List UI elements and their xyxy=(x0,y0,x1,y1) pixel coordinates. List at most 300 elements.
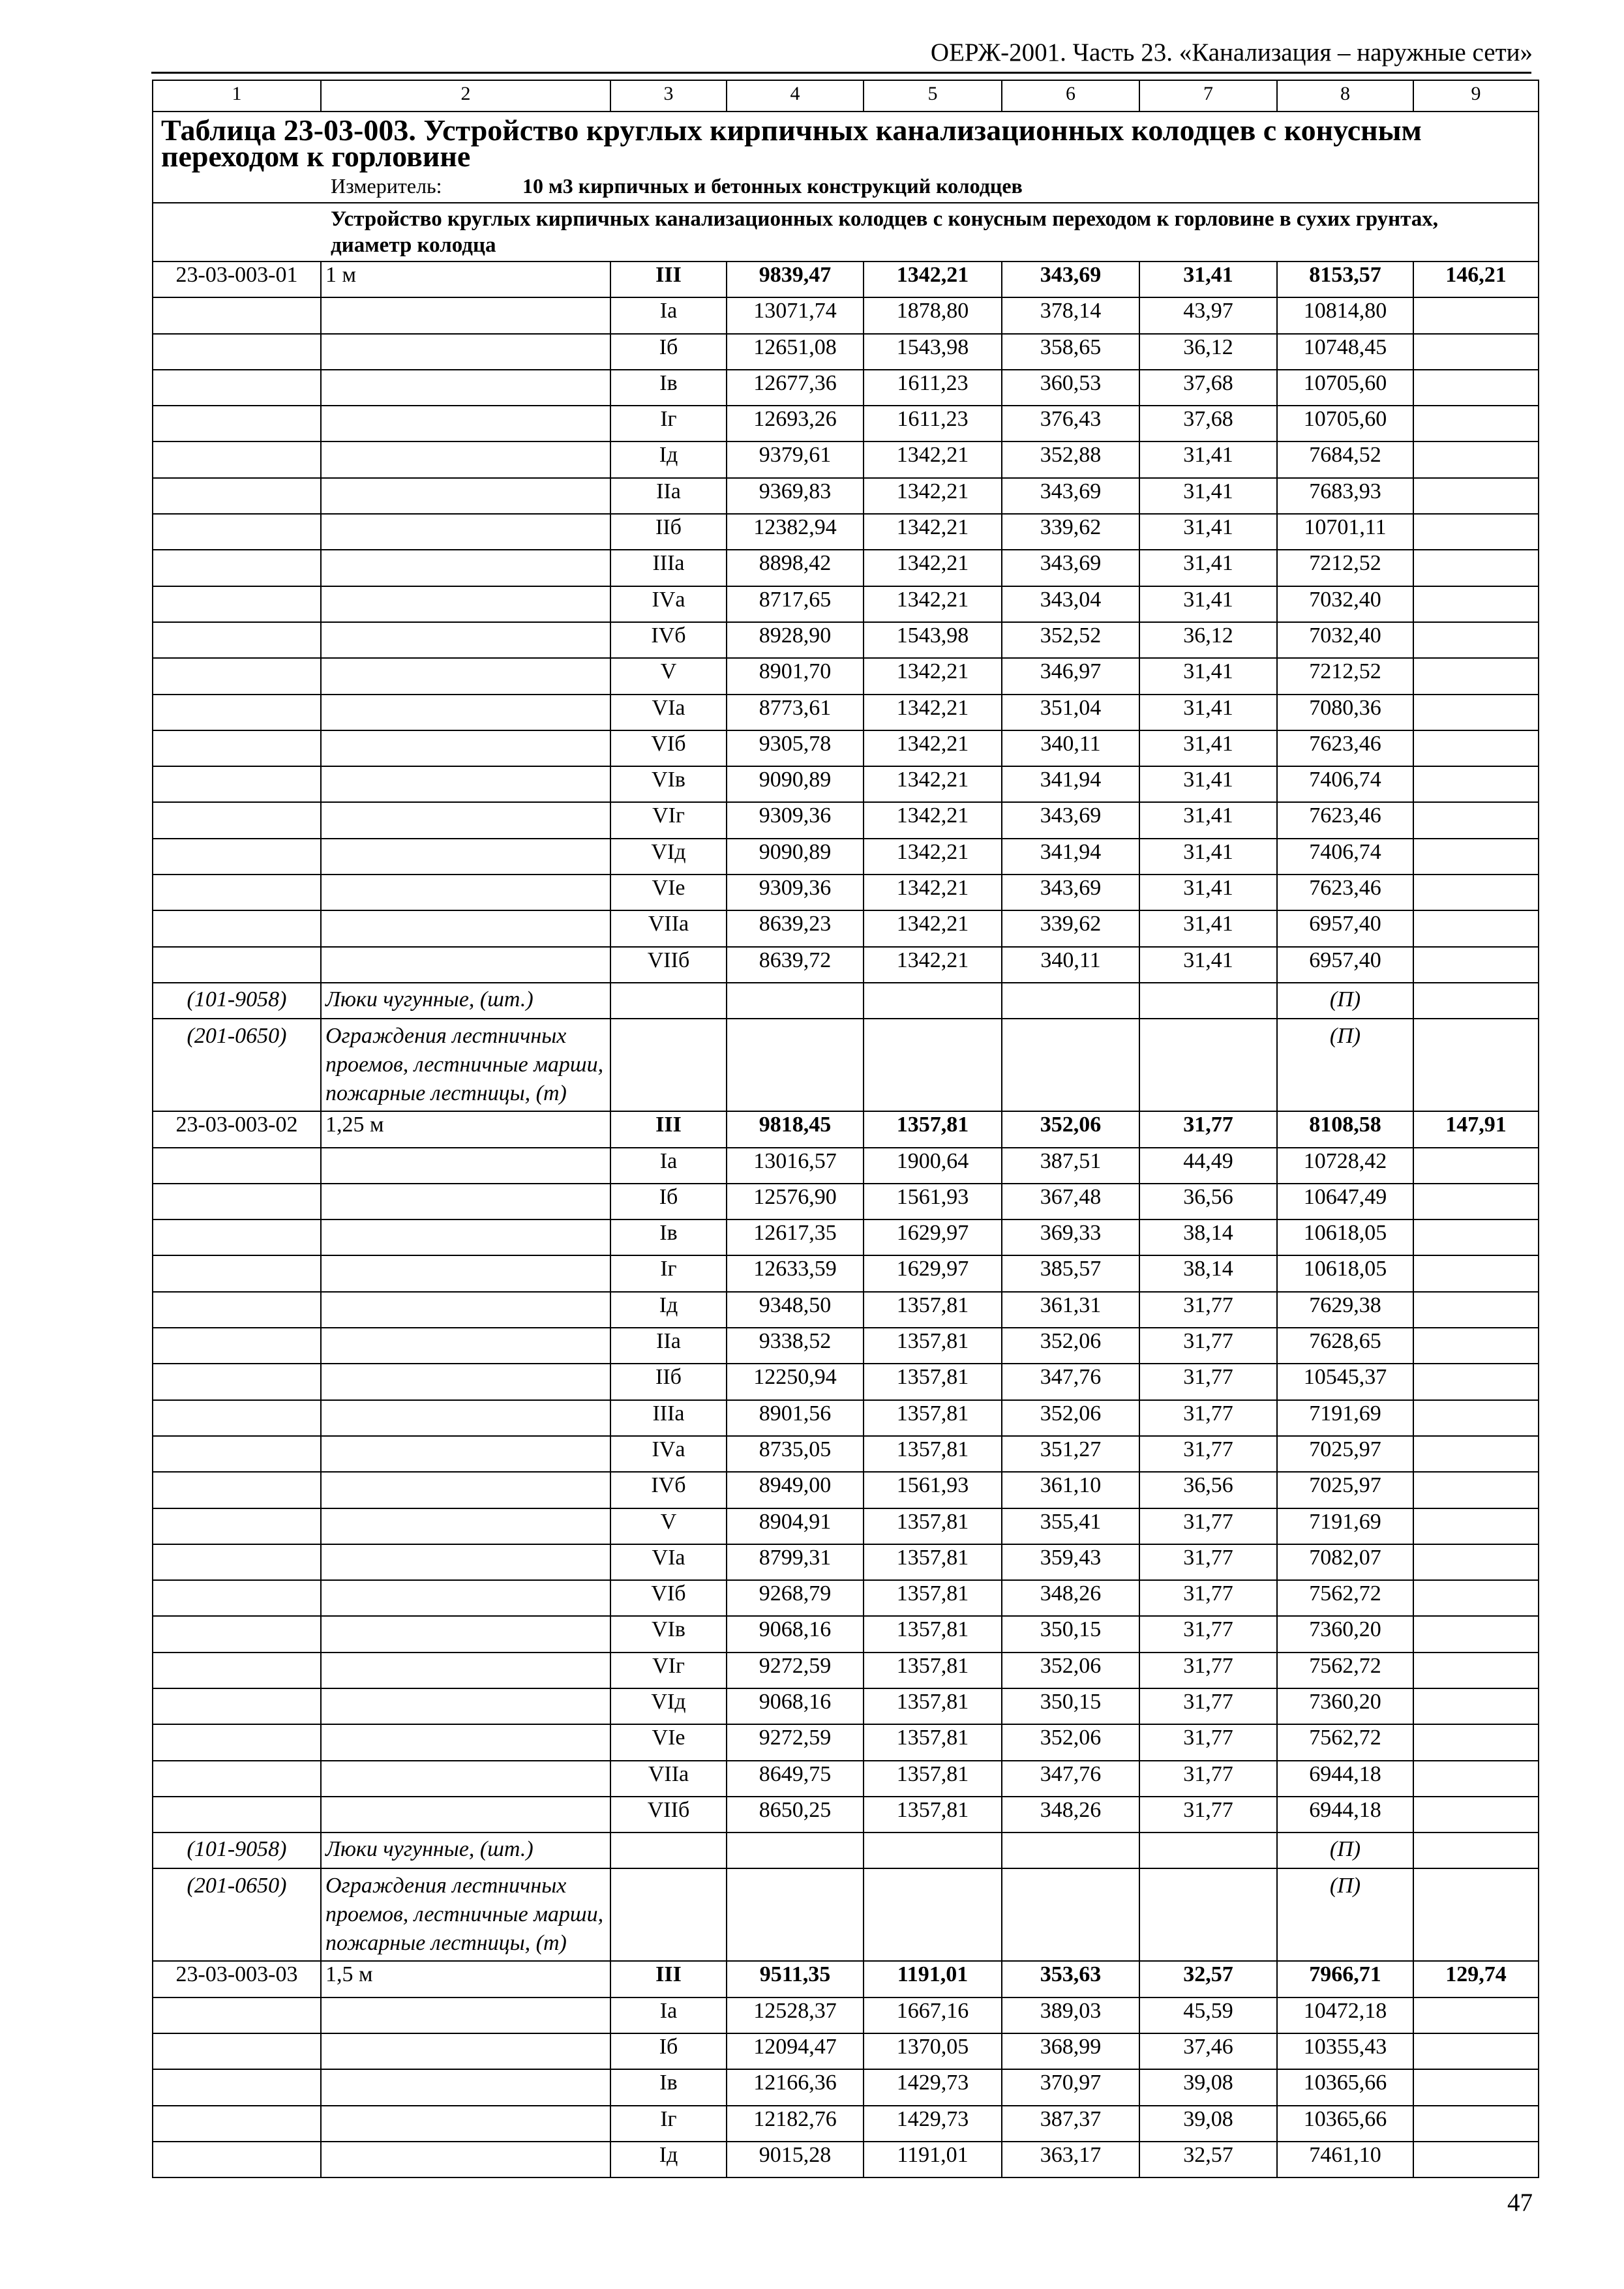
value-cell: 6944,18 xyxy=(1277,1761,1413,1797)
empty-cell xyxy=(1413,1292,1539,1328)
value-cell: 7360,20 xyxy=(1277,1616,1413,1652)
value-cell: 341,94 xyxy=(1002,839,1139,875)
empty-cell xyxy=(321,586,610,622)
empty-cell xyxy=(1413,441,1539,477)
empty-cell xyxy=(321,947,610,983)
value-cell: 348,26 xyxy=(1002,1797,1139,1833)
column-number: 3 xyxy=(610,80,727,112)
col9-value: 129,74 xyxy=(1413,1961,1539,1997)
empty-cell xyxy=(610,983,727,1019)
zone-cell: VIе xyxy=(610,875,727,910)
resource-code: (101-9058) xyxy=(153,983,321,1019)
table-row xyxy=(153,1364,1539,1399)
table-row xyxy=(153,334,1539,370)
empty-cell xyxy=(1413,658,1539,694)
value-cell: 7461,10 xyxy=(1277,2142,1413,2177)
value-cell: 1342,21 xyxy=(864,550,1002,586)
empty-cell xyxy=(153,1255,321,1291)
table-row xyxy=(153,1148,1539,1184)
empty-cell xyxy=(610,1833,727,1868)
empty-cell xyxy=(321,1364,610,1399)
value-cell: 9369,83 xyxy=(727,478,864,514)
zone-cell: Iв xyxy=(610,1219,727,1255)
value-cell: 8153,57 xyxy=(1277,262,1413,297)
table-row xyxy=(153,766,1539,802)
resource-code: (101-9058) xyxy=(153,1833,321,1868)
empty-cell xyxy=(153,730,321,766)
empty-cell xyxy=(1413,1868,1539,1961)
value-cell: 10705,60 xyxy=(1277,406,1413,441)
value-cell: 9068,16 xyxy=(727,1616,864,1652)
value-cell: 385,57 xyxy=(1002,1255,1139,1291)
rate-code: 23-03-003-03 xyxy=(153,1961,321,1997)
empty-cell xyxy=(153,334,321,370)
value-cell: 9511,35 xyxy=(727,1961,864,1997)
empty-cell xyxy=(321,2069,610,2105)
page-header: ОЕРЖ-2001. Часть 23. «Канализация – наружные сети» xyxy=(930,38,1533,67)
empty-cell xyxy=(1413,1400,1539,1436)
value-cell: 31,41 xyxy=(1139,441,1277,477)
zone-cell: Iг xyxy=(610,1255,727,1291)
value-cell: 31,41 xyxy=(1139,839,1277,875)
value-cell: 8928,90 xyxy=(727,622,864,658)
value-cell: 352,06 xyxy=(1002,1111,1139,1147)
empty-cell xyxy=(321,1724,610,1760)
value-cell: 9305,78 xyxy=(727,730,864,766)
value-cell: 7191,69 xyxy=(1277,1508,1413,1544)
value-cell: 10618,05 xyxy=(1277,1219,1413,1255)
value-cell: 1357,81 xyxy=(864,1580,1002,1616)
value-cell: 7562,72 xyxy=(1277,1653,1413,1688)
value-cell: 36,56 xyxy=(1139,1472,1277,1508)
value-cell: 1357,81 xyxy=(864,1292,1002,1328)
value-cell: 352,06 xyxy=(1002,1653,1139,1688)
value-cell: 10355,43 xyxy=(1277,2033,1413,2069)
zone-cell: VIг xyxy=(610,1653,727,1688)
empty-cell xyxy=(1413,297,1539,333)
empty-cell xyxy=(153,550,321,586)
empty-cell xyxy=(153,370,321,406)
table-row xyxy=(153,2106,1539,2142)
empty-cell xyxy=(153,1508,321,1544)
col9-value: 146,21 xyxy=(1413,262,1539,297)
zone-cell: VIIа xyxy=(610,1761,727,1797)
empty-cell xyxy=(1413,1997,1539,2033)
value-cell: 1357,81 xyxy=(864,1111,1002,1147)
value-cell: 7623,46 xyxy=(1277,730,1413,766)
empty-cell xyxy=(321,695,610,730)
empty-cell xyxy=(153,586,321,622)
value-cell: 1342,21 xyxy=(864,586,1002,622)
value-cell: 7623,46 xyxy=(1277,875,1413,910)
value-cell: 9090,89 xyxy=(727,839,864,875)
zone-cell: IVб xyxy=(610,1472,727,1508)
column-number-row xyxy=(153,80,1539,112)
value-cell: 31,77 xyxy=(1139,1797,1277,1833)
resource-mark: (П) xyxy=(1277,1868,1413,1961)
empty-cell xyxy=(153,1328,321,1364)
value-cell: 8717,65 xyxy=(727,586,864,622)
rate-name: 1,25 м xyxy=(321,1111,610,1147)
value-cell: 39,08 xyxy=(1139,2069,1277,2105)
empty-cell xyxy=(1002,1833,1139,1868)
value-cell: 1667,16 xyxy=(864,1997,1002,2033)
empty-cell xyxy=(321,1688,610,1724)
empty-cell xyxy=(1413,334,1539,370)
value-cell: 31,77 xyxy=(1139,1508,1277,1544)
table-row xyxy=(153,1653,1539,1688)
value-cell: 7032,40 xyxy=(1277,586,1413,622)
empty-cell xyxy=(321,1328,610,1364)
value-cell: 1357,81 xyxy=(864,1328,1002,1364)
empty-cell xyxy=(153,875,321,910)
value-cell: 370,97 xyxy=(1002,2069,1139,2105)
value-cell: 387,37 xyxy=(1002,2106,1139,2142)
value-cell: 6944,18 xyxy=(1277,1797,1413,1833)
value-cell: 31,41 xyxy=(1139,550,1277,586)
table-row xyxy=(153,1961,1539,1997)
empty-cell xyxy=(321,441,610,477)
resource-name: Люки чугунные, (шт.) xyxy=(321,1833,610,1868)
value-cell: 1357,81 xyxy=(864,1761,1002,1797)
value-cell: 1342,21 xyxy=(864,839,1002,875)
value-cell: 7025,97 xyxy=(1277,1436,1413,1472)
rate-code: 23-03-003-01 xyxy=(153,262,321,297)
empty-cell xyxy=(321,1184,610,1219)
empty-cell xyxy=(153,947,321,983)
value-cell: 1429,73 xyxy=(864,2069,1002,2105)
value-cell: 352,06 xyxy=(1002,1400,1139,1436)
empty-cell xyxy=(1139,1868,1277,1961)
resource-mark: (П) xyxy=(1277,1019,1413,1111)
value-cell: 348,26 xyxy=(1002,1580,1139,1616)
zone-cell: Iв xyxy=(610,2069,727,2105)
empty-cell xyxy=(153,514,321,550)
value-cell: 7562,72 xyxy=(1277,1724,1413,1760)
table-row xyxy=(153,730,1539,766)
value-cell: 359,43 xyxy=(1002,1544,1139,1580)
zone-cell: VIIа xyxy=(610,910,727,946)
empty-cell xyxy=(321,406,610,441)
empty-cell xyxy=(321,1400,610,1436)
empty-cell xyxy=(321,1219,610,1255)
table-row xyxy=(153,802,1539,838)
table-row xyxy=(153,1616,1539,1652)
value-cell: 8108,58 xyxy=(1277,1111,1413,1147)
value-cell: 341,94 xyxy=(1002,766,1139,802)
value-cell: 355,41 xyxy=(1002,1508,1139,1544)
value-cell: 9309,36 xyxy=(727,875,864,910)
rates-table xyxy=(152,80,1539,2178)
table-row xyxy=(153,1328,1539,1364)
empty-cell xyxy=(1413,514,1539,550)
empty-cell xyxy=(727,1019,864,1111)
empty-cell xyxy=(321,1580,610,1616)
empty-cell xyxy=(321,1616,610,1652)
table-row xyxy=(153,1797,1539,1833)
zone-cell: III xyxy=(610,262,727,297)
table-row xyxy=(153,2033,1539,2069)
empty-cell xyxy=(1413,1580,1539,1616)
table-row xyxy=(153,1761,1539,1797)
value-cell: 7025,97 xyxy=(1277,1472,1413,1508)
value-cell: 31,77 xyxy=(1139,1544,1277,1580)
value-cell: 8735,05 xyxy=(727,1436,864,1472)
value-cell: 12651,08 xyxy=(727,334,864,370)
zone-cell: IIIа xyxy=(610,1400,727,1436)
value-cell: 7406,74 xyxy=(1277,839,1413,875)
value-cell: 9348,50 xyxy=(727,1292,864,1328)
column-number: 4 xyxy=(727,80,864,112)
value-cell: 36,12 xyxy=(1139,622,1277,658)
empty-cell xyxy=(1413,478,1539,514)
empty-cell xyxy=(1413,370,1539,406)
value-cell: 12382,94 xyxy=(727,514,864,550)
empty-cell xyxy=(1413,910,1539,946)
empty-cell xyxy=(321,1997,610,2033)
resource-row xyxy=(153,1868,1539,1961)
table-row xyxy=(153,1724,1539,1760)
zone-cell: VIа xyxy=(610,695,727,730)
value-cell: 7683,93 xyxy=(1277,478,1413,514)
value-cell: 8901,56 xyxy=(727,1400,864,1436)
value-cell: 376,43 xyxy=(1002,406,1139,441)
empty-cell xyxy=(321,839,610,875)
value-cell: 7562,72 xyxy=(1277,1580,1413,1616)
value-cell: 1357,81 xyxy=(864,1653,1002,1688)
value-cell: 7360,20 xyxy=(1277,1688,1413,1724)
empty-cell xyxy=(153,1653,321,1688)
value-cell: 9272,59 xyxy=(727,1653,864,1688)
zone-cell: III xyxy=(610,1111,727,1147)
value-cell: 6957,40 xyxy=(1277,910,1413,946)
measure-cell xyxy=(153,171,1539,203)
value-cell: 1543,98 xyxy=(864,622,1002,658)
empty-cell xyxy=(321,730,610,766)
table-row xyxy=(153,514,1539,550)
empty-cell xyxy=(153,2033,321,2069)
value-cell: 31,77 xyxy=(1139,1724,1277,1760)
value-cell: 346,97 xyxy=(1002,658,1139,694)
empty-cell xyxy=(153,1724,321,1760)
empty-cell xyxy=(1002,983,1139,1019)
empty-cell xyxy=(1413,1508,1539,1544)
empty-cell xyxy=(153,1292,321,1328)
value-cell: 12576,90 xyxy=(727,1184,864,1219)
zone-cell: VIIб xyxy=(610,1797,727,1833)
zone-cell: IVб xyxy=(610,622,727,658)
empty-cell xyxy=(321,1653,610,1688)
value-cell: 1370,05 xyxy=(864,2033,1002,2069)
value-cell: 1342,21 xyxy=(864,658,1002,694)
value-cell: 367,48 xyxy=(1002,1184,1139,1219)
empty-cell xyxy=(1139,1019,1277,1111)
value-cell: 38,14 xyxy=(1139,1255,1277,1291)
value-cell: 1342,21 xyxy=(864,514,1002,550)
table-row xyxy=(153,1997,1539,2033)
zone-cell: IIб xyxy=(610,514,727,550)
measure-value: 10 м3 кирпичных и бетонных конструкций колодцев xyxy=(522,174,1023,198)
value-cell: 6957,40 xyxy=(1277,947,1413,983)
empty-cell xyxy=(153,622,321,658)
value-cell: 350,15 xyxy=(1002,1688,1139,1724)
empty-cell xyxy=(153,1544,321,1580)
empty-cell xyxy=(153,297,321,333)
value-cell: 1342,21 xyxy=(864,766,1002,802)
table-row xyxy=(153,947,1539,983)
empty-cell xyxy=(1413,1328,1539,1364)
empty-cell xyxy=(727,1833,864,1868)
table-row xyxy=(153,839,1539,875)
table-row xyxy=(153,406,1539,441)
value-cell: 351,27 xyxy=(1002,1436,1139,1472)
value-cell: 1342,21 xyxy=(864,802,1002,838)
empty-cell xyxy=(1413,839,1539,875)
zone-cell: VIб xyxy=(610,1580,727,1616)
resource-name: Люки чугунные, (шт.) xyxy=(321,983,610,1019)
value-cell: 7629,38 xyxy=(1277,1292,1413,1328)
value-cell: 31,41 xyxy=(1139,730,1277,766)
col9-value: 147,91 xyxy=(1413,1111,1539,1147)
empty-cell xyxy=(1413,875,1539,910)
value-cell: 31,41 xyxy=(1139,478,1277,514)
value-cell: 13016,57 xyxy=(727,1148,864,1184)
table-row xyxy=(153,875,1539,910)
zone-cell: VIг xyxy=(610,802,727,838)
value-cell: 1191,01 xyxy=(864,1961,1002,1997)
empty-cell xyxy=(153,1616,321,1652)
empty-cell xyxy=(1413,586,1539,622)
table-row xyxy=(153,1184,1539,1219)
table-row xyxy=(153,695,1539,730)
value-cell: 9839,47 xyxy=(727,262,864,297)
value-cell: 1561,93 xyxy=(864,1472,1002,1508)
value-cell: 1357,81 xyxy=(864,1797,1002,1833)
empty-cell xyxy=(153,1688,321,1724)
empty-cell xyxy=(1413,947,1539,983)
value-cell: 1357,81 xyxy=(864,1688,1002,1724)
empty-cell xyxy=(1413,766,1539,802)
value-cell: 1561,93 xyxy=(864,1184,1002,1219)
value-cell: 8904,91 xyxy=(727,1508,864,1544)
table-row xyxy=(153,441,1539,477)
empty-cell xyxy=(153,1797,321,1833)
value-cell: 1357,81 xyxy=(864,1544,1002,1580)
value-cell: 7623,46 xyxy=(1277,802,1413,838)
empty-cell xyxy=(321,370,610,406)
resource-row xyxy=(153,983,1539,1019)
empty-cell xyxy=(321,1761,610,1797)
empty-cell xyxy=(321,1797,610,1833)
empty-cell xyxy=(1413,2069,1539,2105)
value-cell: 7406,74 xyxy=(1277,766,1413,802)
value-cell: 361,31 xyxy=(1002,1292,1139,1328)
zone-cell: IIа xyxy=(610,1328,727,1364)
empty-cell xyxy=(1002,1019,1139,1111)
value-cell: 12166,36 xyxy=(727,2069,864,2105)
value-cell: 10705,60 xyxy=(1277,370,1413,406)
empty-cell xyxy=(1413,1219,1539,1255)
empty-cell xyxy=(153,658,321,694)
table-row xyxy=(153,1219,1539,1255)
zone-cell: VIб xyxy=(610,730,727,766)
empty-cell xyxy=(1413,1833,1539,1868)
table-row xyxy=(153,2069,1539,2105)
value-cell: 8773,61 xyxy=(727,695,864,730)
value-cell: 31,77 xyxy=(1139,1653,1277,1688)
value-cell: 1429,73 xyxy=(864,2106,1002,2142)
empty-cell xyxy=(153,1400,321,1436)
value-cell: 10701,11 xyxy=(1277,514,1413,550)
value-cell: 389,03 xyxy=(1002,1997,1139,2033)
value-cell: 43,97 xyxy=(1139,297,1277,333)
value-cell: 7684,52 xyxy=(1277,441,1413,477)
table-row xyxy=(153,2142,1539,2177)
value-cell: 9309,36 xyxy=(727,802,864,838)
value-cell: 8639,23 xyxy=(727,910,864,946)
value-cell: 1900,64 xyxy=(864,1148,1002,1184)
column-number: 1 xyxy=(153,80,321,112)
value-cell: 1629,97 xyxy=(864,1219,1002,1255)
empty-cell xyxy=(153,695,321,730)
value-cell: 9068,16 xyxy=(727,1688,864,1724)
header-rule xyxy=(151,72,1531,74)
empty-cell xyxy=(1413,2106,1539,2142)
table-row xyxy=(153,1688,1539,1724)
empty-cell xyxy=(1413,2033,1539,2069)
value-cell: 1878,80 xyxy=(864,297,1002,333)
empty-cell xyxy=(321,1292,610,1328)
value-cell: 9818,45 xyxy=(727,1111,864,1147)
empty-cell xyxy=(1139,1833,1277,1868)
empty-cell xyxy=(727,983,864,1019)
value-cell: 1342,21 xyxy=(864,875,1002,910)
value-cell: 8949,00 xyxy=(727,1472,864,1508)
value-cell: 1342,21 xyxy=(864,262,1002,297)
empty-cell xyxy=(153,441,321,477)
value-cell: 10472,18 xyxy=(1277,1997,1413,2033)
zone-cell: IVа xyxy=(610,586,727,622)
empty-cell xyxy=(1413,1255,1539,1291)
value-cell: 31,41 xyxy=(1139,658,1277,694)
resource-mark: (П) xyxy=(1277,1833,1413,1868)
value-cell: 32,57 xyxy=(1139,2142,1277,2177)
empty-cell xyxy=(1413,1616,1539,1652)
value-cell: 343,69 xyxy=(1002,875,1139,910)
column-number: 2 xyxy=(321,80,610,112)
resource-code: (201-0650) xyxy=(153,1868,321,1961)
zone-cell: V xyxy=(610,1508,727,1544)
table-row xyxy=(153,622,1539,658)
value-cell: 10365,66 xyxy=(1277,2069,1413,2105)
value-cell: 347,76 xyxy=(1002,1364,1139,1399)
empty-cell xyxy=(864,1868,1002,1961)
value-cell: 343,69 xyxy=(1002,262,1139,297)
empty-cell xyxy=(864,983,1002,1019)
value-cell: 31,41 xyxy=(1139,586,1277,622)
value-cell: 37,68 xyxy=(1139,370,1277,406)
zone-cell: VIв xyxy=(610,766,727,802)
value-cell: 10365,66 xyxy=(1277,2106,1413,2142)
empty-cell xyxy=(1413,1472,1539,1508)
value-cell: 31,77 xyxy=(1139,1688,1277,1724)
empty-cell xyxy=(1413,983,1539,1019)
value-cell: 7212,52 xyxy=(1277,658,1413,694)
empty-cell xyxy=(321,910,610,946)
value-cell: 10728,42 xyxy=(1277,1148,1413,1184)
value-cell: 39,08 xyxy=(1139,2106,1277,2142)
empty-cell xyxy=(1413,1761,1539,1797)
